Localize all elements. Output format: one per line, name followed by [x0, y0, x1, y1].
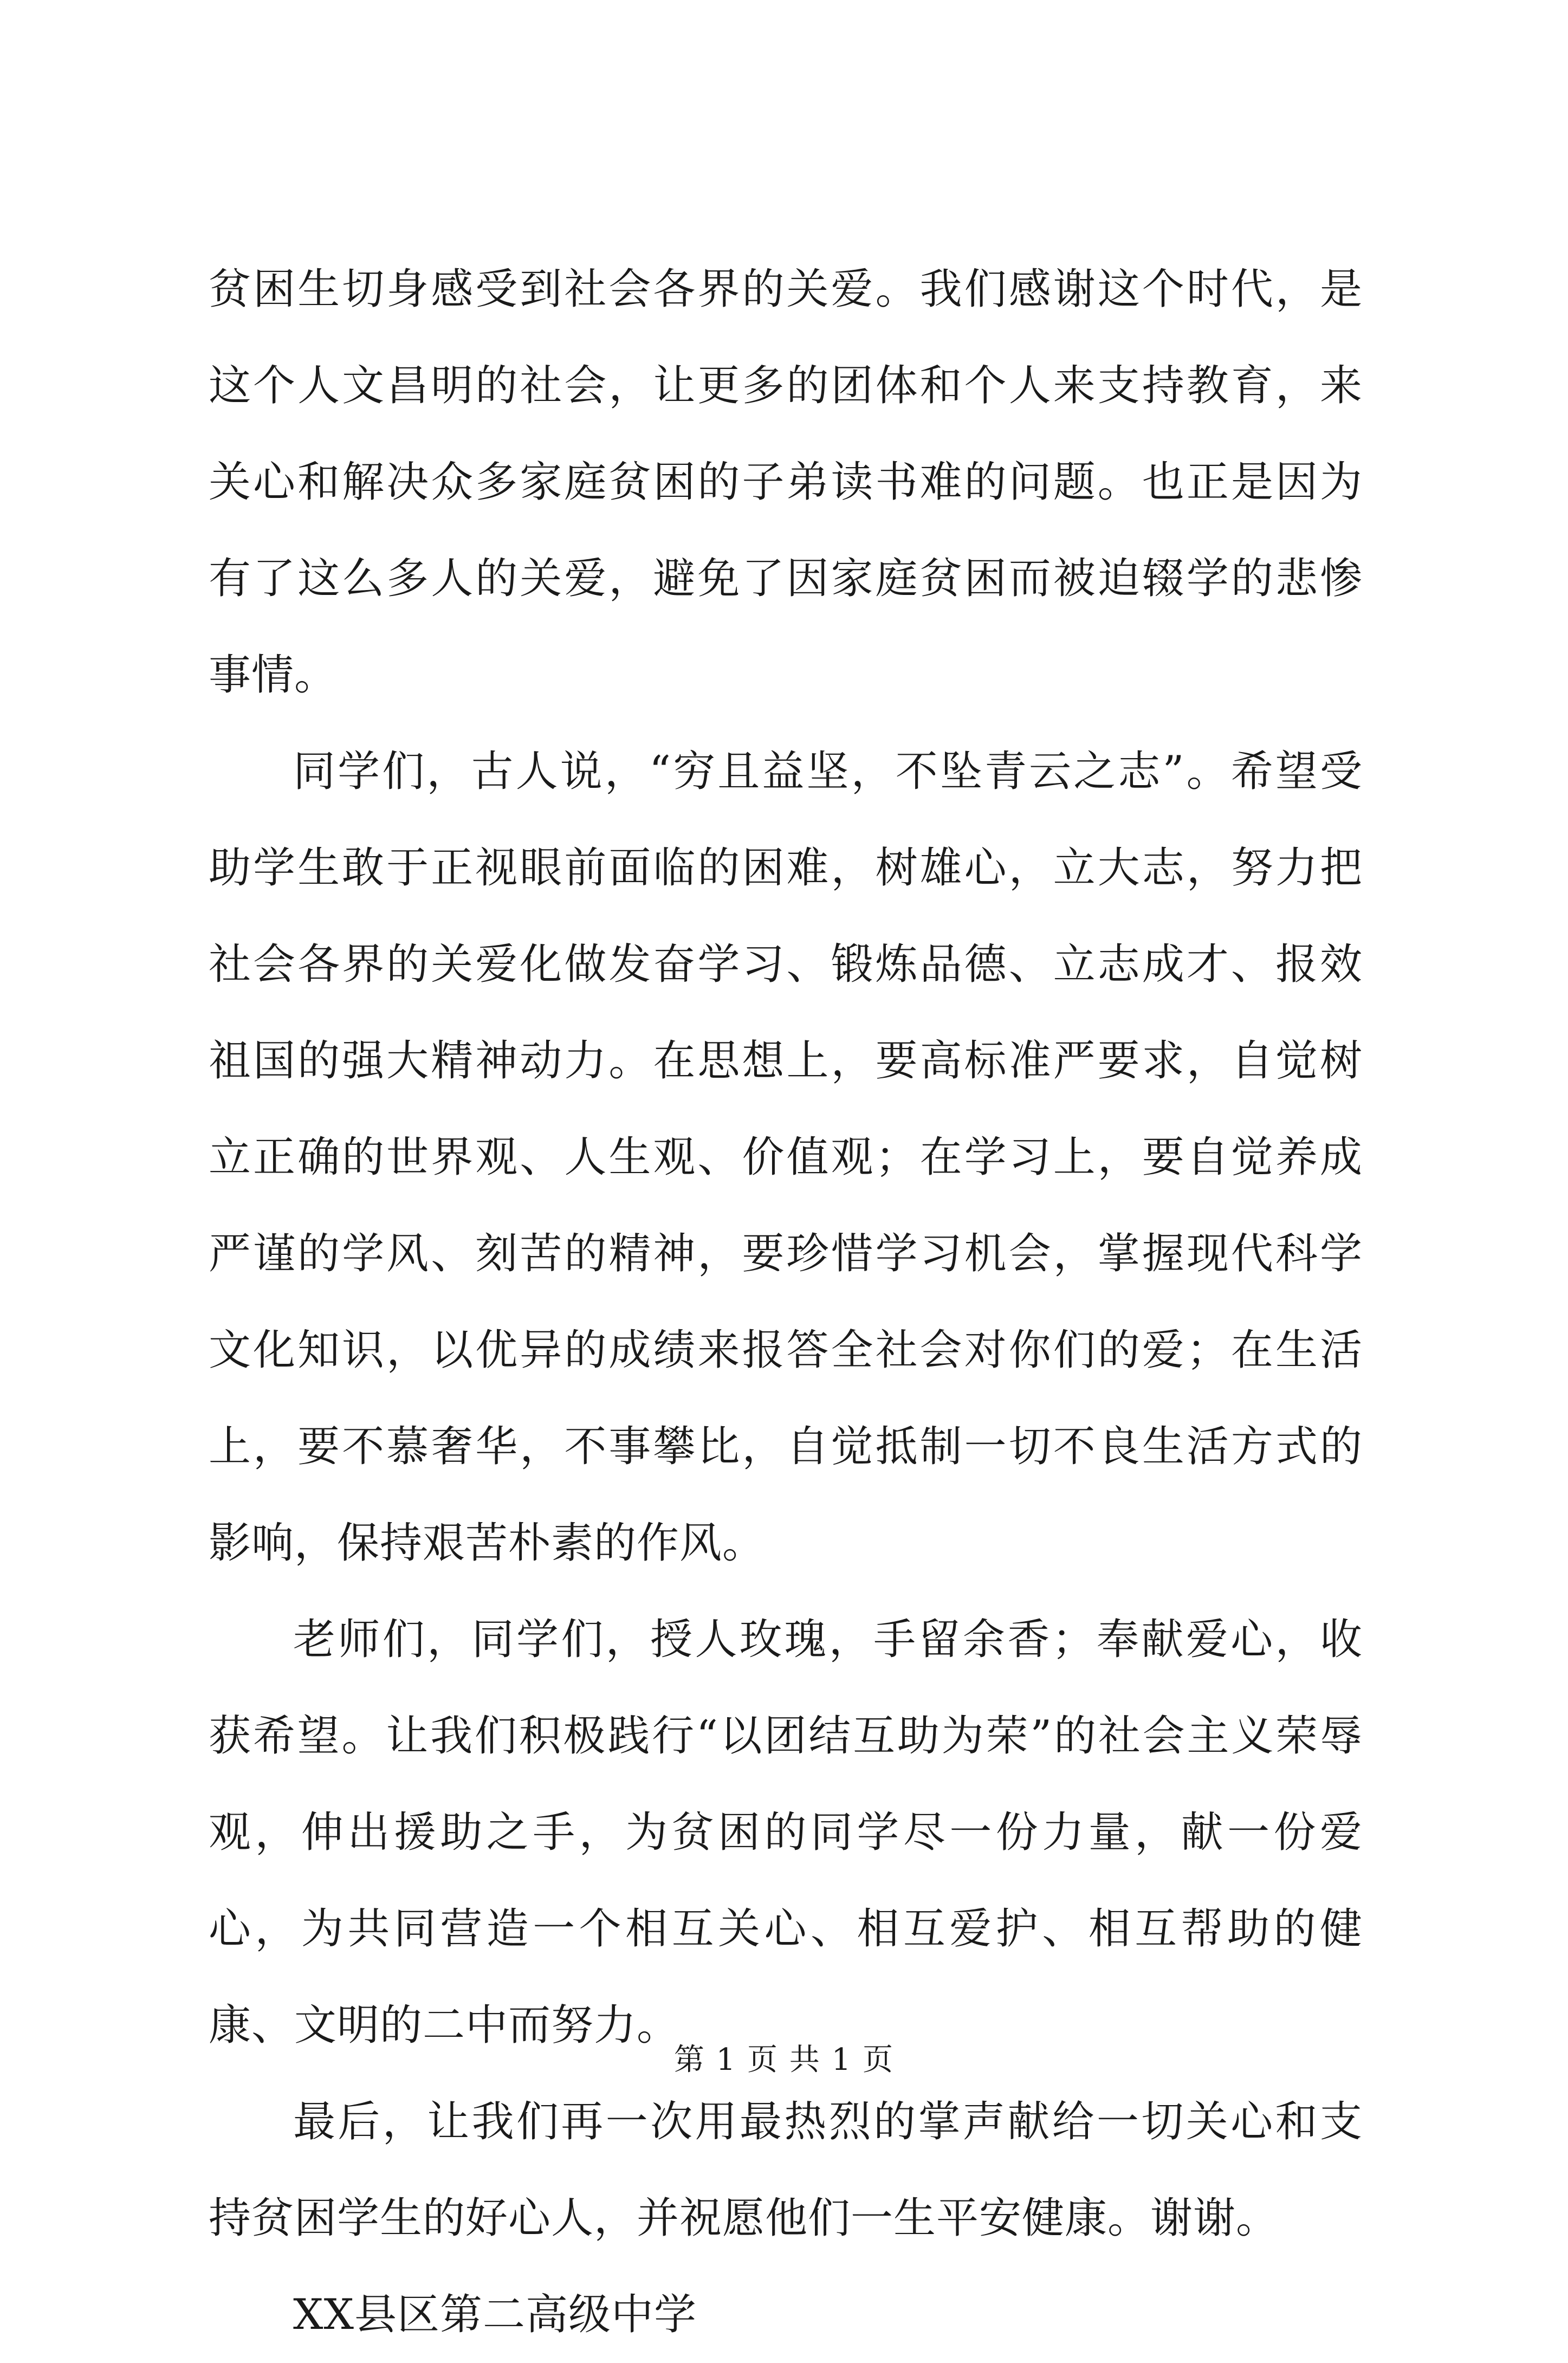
paragraph-call-to-action: 老师们，同学们，授人玫瑰，手留余香；奉献爱心，收获希望。让我们积极践行“以团结互助为荣”的社会主义荣辱观，伸出援助之手，为贫困的同学尽一份力量，献一份爱心，为共同营造一个相互关心、相互爱护、相互帮助的健康、文明的二中而努力。: [209, 1615, 1363, 2050]
paragraph-closing: 最后，让我们再一次用最热烈的掌声献给一切关心和支持贫困学生的好心人，并祝愿他们一生平安健康。谢谢。: [209, 2097, 1363, 2243]
paragraph-encouragement: 同学们，古人说，“穷且益坚，不坠青云之志”。希望受助学生敢于正视眼前面临的困难，树雄心，立大志，努力把社会各界的关爱化做发奋学习、锻炼品德、立志成才、报效祖国的强大精神动力。在思想上，要高标准严要求，自觉树立正确的世界观、人生观、价值观；在学习上，要自觉养成严谨的学风、刻苦的精神，要珍惜学习机会，掌握现代科学文化知识，以优异的成绩来报答全社会对你们的爱；在生活上，要不慕奢华，不事攀比，自觉抵制一切不良生活方式的影响，保持艰苦朴素的作风。: [209, 747, 1363, 1568]
signature-school: XX县区第二高级中学: [293, 2290, 697, 2339]
paragraph-continued: 贫困生切身感受到社会各界的关爱。我们感谢这个时代，是这个人文昌明的社会，让更多的团体和个人来支持教育，来关心和解决众多家庭贫困的子弟读书难的问题。也正是因为有了这么多人的关爱，避免了因家庭贫困而被迫辍学的悲惨事情。: [209, 265, 1363, 700]
page-footer: 第 1 页 共 1 页: [673, 2042, 895, 2077]
